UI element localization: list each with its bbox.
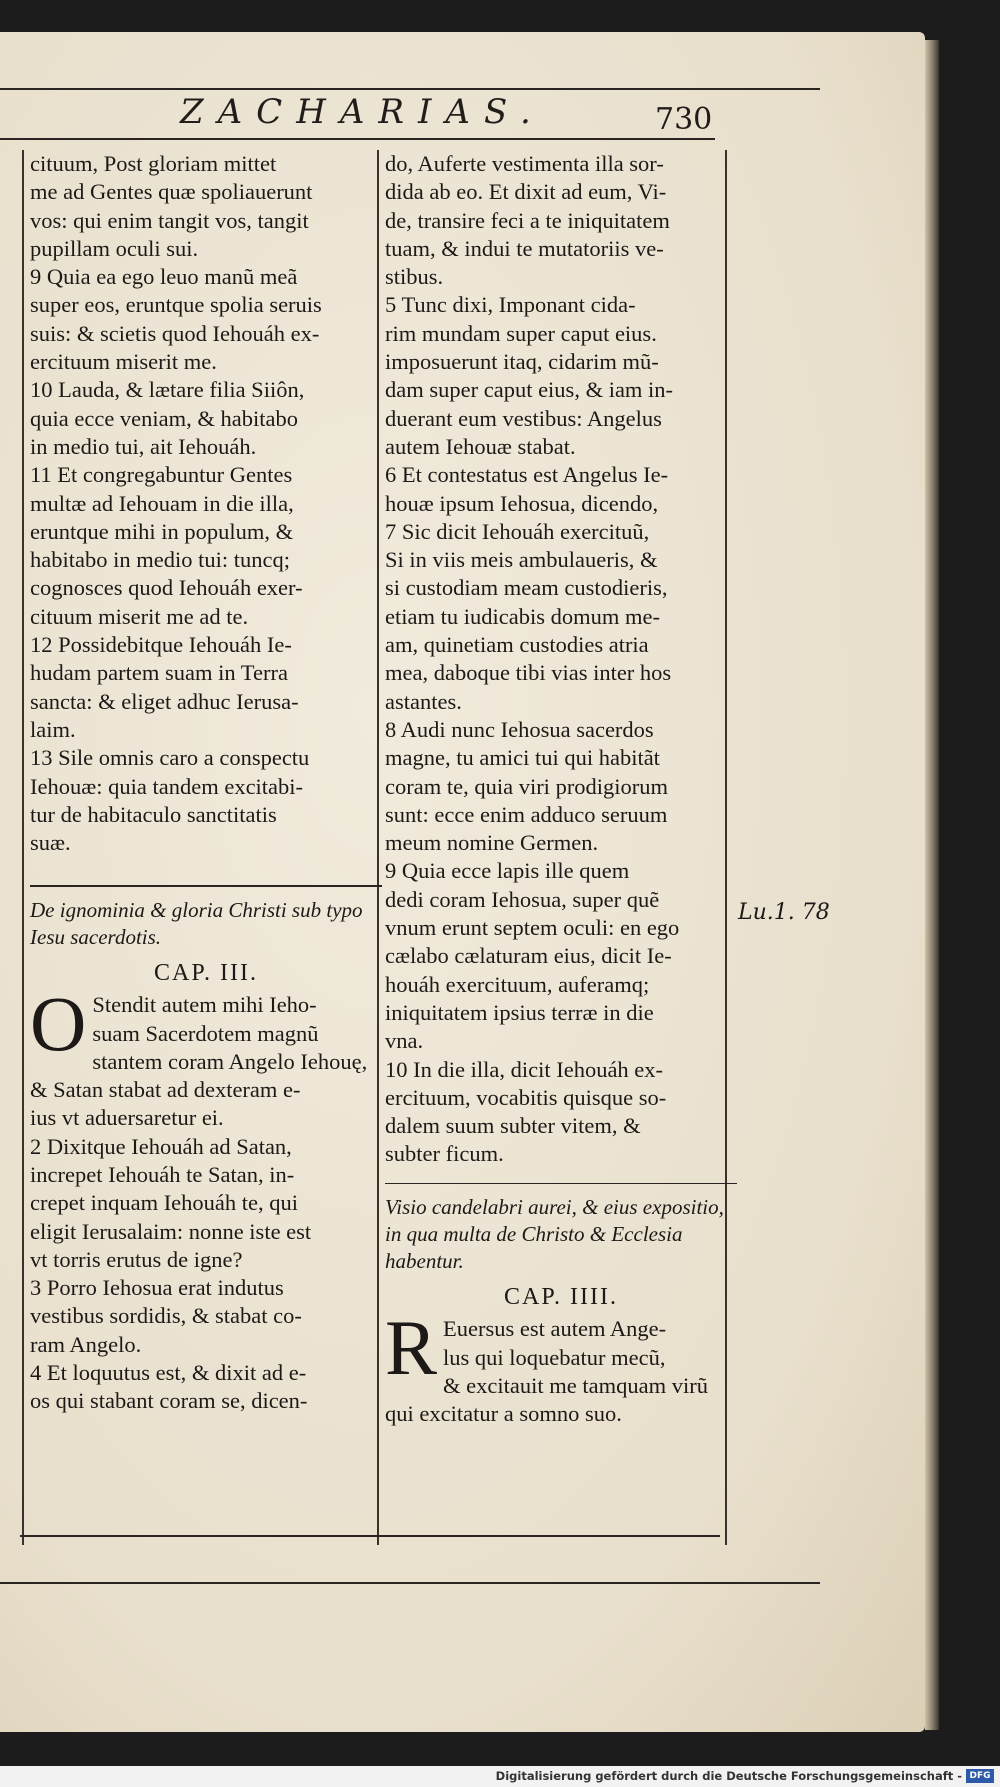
text-line: ercituum, vocabitis quisque so- <box>385 1084 667 1110</box>
right-column <box>385 150 737 1429</box>
running-title: ZACHARIAS. <box>180 92 545 132</box>
text-line: in medio tui, ait Iehouáh. <box>30 433 257 459</box>
text-line: vnum erunt septem oculi: en ego <box>385 915 680 941</box>
header-bottom-rule <box>0 138 715 140</box>
text-line: 10 In die illa, dicit Iehouáh ex- <box>385 1056 664 1082</box>
text-line: 9 Quia ecce lapis ille quem <box>385 858 630 884</box>
text-line: suis: & scietis quod Iehouáh ex- <box>30 320 320 346</box>
text-line: vos: qui enim tangit vos, tangit <box>30 207 309 233</box>
text-line: suæ. <box>30 830 71 856</box>
text-line: vna. <box>385 1028 424 1054</box>
text-line: dam super caput eius, & iam in- <box>385 377 674 403</box>
text-line: me ad Gentes quæ spoliauerunt <box>30 179 313 205</box>
header-top-rule <box>0 88 820 90</box>
text-line: mea, daboque tibi vias inter hos <box>385 660 672 686</box>
text-line: 6 Et contestatus est Angelus Ie- <box>385 462 669 488</box>
text-line: Stendit autem mihi Ieho- <box>92 992 317 1018</box>
text-line: Euersus est autem Ange- <box>443 1316 667 1342</box>
text-line: autem Iehouæ stabat. <box>385 433 576 459</box>
text-line: os qui stabant coram se, dicen- <box>30 1388 308 1414</box>
text-line: cituum, Post gloriam mittet <box>30 151 277 176</box>
text-line: Si in viis meis ambulaueris, & <box>385 547 658 573</box>
text-line: cituum miserit me ad te. <box>30 603 249 629</box>
text-line: quia ecce veniam, & habitabo <box>30 405 299 431</box>
text-line: laim. <box>30 716 76 742</box>
right-dropcap: R <box>385 1304 438 1392</box>
text-line: super eos, eruntque spolia seruis <box>30 292 322 318</box>
text-line: etiam tu iudicabis domum me- <box>385 603 660 629</box>
right-section-rule <box>385 1183 737 1185</box>
left-section-heading: De ignominia & gloria Christi sub typo Iesu sacerdotis. <box>30 897 363 949</box>
text-line: ercituum miserit me. <box>30 349 217 375</box>
text-line: crepet inquam Iehouáh te, qui <box>30 1190 299 1216</box>
text-line: iniquitatem ipsius terræ in die <box>385 999 654 1025</box>
text-line: meum nomine Germen. <box>385 830 599 856</box>
text-line: de, transire feci a te iniquitatem <box>385 207 670 233</box>
dfg-logo: DFG <box>966 1769 994 1783</box>
text-line: houáh exercituum, auferamq; <box>385 971 650 997</box>
text-line: & excitauit me tamquam virũ <box>443 1373 708 1399</box>
text-line: eruntque mihi in populum, & <box>30 518 294 544</box>
text-line: imposuerunt itaq, cidarim mũ- <box>385 349 659 375</box>
text-line: 4 Et loquutus est, & dixit ad e- <box>30 1360 307 1386</box>
left-column-verses-top <box>30 150 382 857</box>
text-line: astantes. <box>385 688 462 714</box>
text-line: suam Sacerdotem magnũ <box>92 1020 319 1046</box>
text-line: 9 Quia ea ego leuo manũ meã <box>30 264 298 290</box>
text-line: Iehouæ: quia tandem excitabi- <box>30 773 304 799</box>
text-line: coram te, quia viri prodigiorum <box>385 773 669 799</box>
text-line: hudam partem suam in Terra <box>30 660 288 686</box>
right-column-verses-top <box>385 150 737 1169</box>
right-section-heading: Visio candelabri aurei, & eius expositio, in qua multa de Christo & Ecclesia habentur. <box>385 1195 724 1274</box>
footer-rule-1 <box>20 1535 720 1537</box>
text-line: 7 Sic dicit Iehouáh exercituũ, <box>385 518 650 544</box>
left-column <box>30 150 382 1416</box>
text-line: sancta: & eliget adhuc Ierusa- <box>30 688 299 714</box>
text-line: ius vt aduersaretur ei. <box>30 1105 224 1131</box>
text-line: 12 Possidebitque Iehouáh Ie- <box>30 632 292 658</box>
text-line: do, Auferte vestimenta illa sor- <box>385 151 664 176</box>
text-line: 3 Porro Iehosua erat indutus <box>30 1275 284 1301</box>
text-line: 8 Audi nunc Iehosua sacerdos <box>385 716 654 742</box>
text-line: 11 Et congregabuntur Gentes <box>30 462 293 488</box>
text-line: eligit Ierusalaim: nonne iste est <box>30 1218 312 1244</box>
text-line: sunt: ecce enim adduco seruum <box>385 801 668 827</box>
text-line: 5 Tunc dixi, Imponant cida- <box>385 292 636 318</box>
text-line: rim mundam super caput eius. <box>385 320 657 346</box>
text-line: cælabo cælaturam eius, dicit Ie- <box>385 943 672 969</box>
text-line: multæ ad Iehouam in die illa, <box>30 490 294 516</box>
text-line: vt torris erutus de igne? <box>30 1246 243 1272</box>
footer-rule-2 <box>0 1582 820 1584</box>
text-line: 2 Dixitque Iehouáh ad Satan, <box>30 1133 292 1159</box>
footer-credit: Digitalisierung gefördert durch die Deutsche Forschungsgemeinschaft - <box>495 1769 962 1783</box>
text-line: pupillam oculi sui. <box>30 235 199 261</box>
left-margin-rule <box>22 150 24 1545</box>
text-line: habitabo in medio tui: tuncq; <box>30 547 290 573</box>
text-line: magne, tu amici tui qui habitãt <box>385 745 660 771</box>
text-line: dalem suum subter vitem, & <box>385 1113 641 1139</box>
text-line: am, quinetiam custodies atria <box>385 632 649 658</box>
text-line: stibus. <box>385 264 444 290</box>
text-line: cognosces quod Iehouáh exer- <box>30 575 303 601</box>
page-number: 730 <box>655 102 713 137</box>
text-line: si custodiam meam custodieris, <box>385 575 668 601</box>
right-column-verses-bottom <box>385 1304 737 1428</box>
text-line: stantem coram Angelo Iehouę, <box>92 1048 368 1074</box>
text-line: tur de habitaculo sanctitatis <box>30 801 277 827</box>
text-line: lus qui loquebatur mecũ, <box>443 1344 666 1370</box>
left-chapter-label: CAP. III. <box>153 959 258 986</box>
text-line: 10 Lauda, & lætare filia Siiôn, <box>30 377 305 403</box>
left-section-rule <box>30 885 382 887</box>
text-line: qui excitatur a somno suo. <box>385 1401 622 1427</box>
text-line: houæ ipsum Iehosua, dicendo, <box>385 490 659 516</box>
text-line: vestibus sordidis, & stabat co- <box>30 1303 302 1329</box>
margin-note: Lu.1. 78 <box>738 900 830 925</box>
text-line: 13 Sile omnis caro a conspectu <box>30 745 310 771</box>
text-line: increpet Iehouáh te Satan, in- <box>30 1162 295 1187</box>
text-line: tuam, & indui te mutatoriis ve- <box>385 235 664 261</box>
left-dropcap: O <box>30 980 87 1068</box>
text-line: dedi coram Iehosua, super quẽ <box>385 886 660 912</box>
text-line: & Satan stabat ad dexteram e- <box>30 1077 301 1103</box>
text-line: subter ficum. <box>385 1141 504 1167</box>
text-line: ram Angelo. <box>30 1331 142 1357</box>
text-line: duerant eum vestibus: Angelus <box>385 405 662 431</box>
page-edge <box>925 40 939 1730</box>
text-line: dida ab eo. Et dixit ad eum, Vi- <box>385 179 667 205</box>
right-chapter-label: CAP. IIII. <box>504 1284 618 1311</box>
